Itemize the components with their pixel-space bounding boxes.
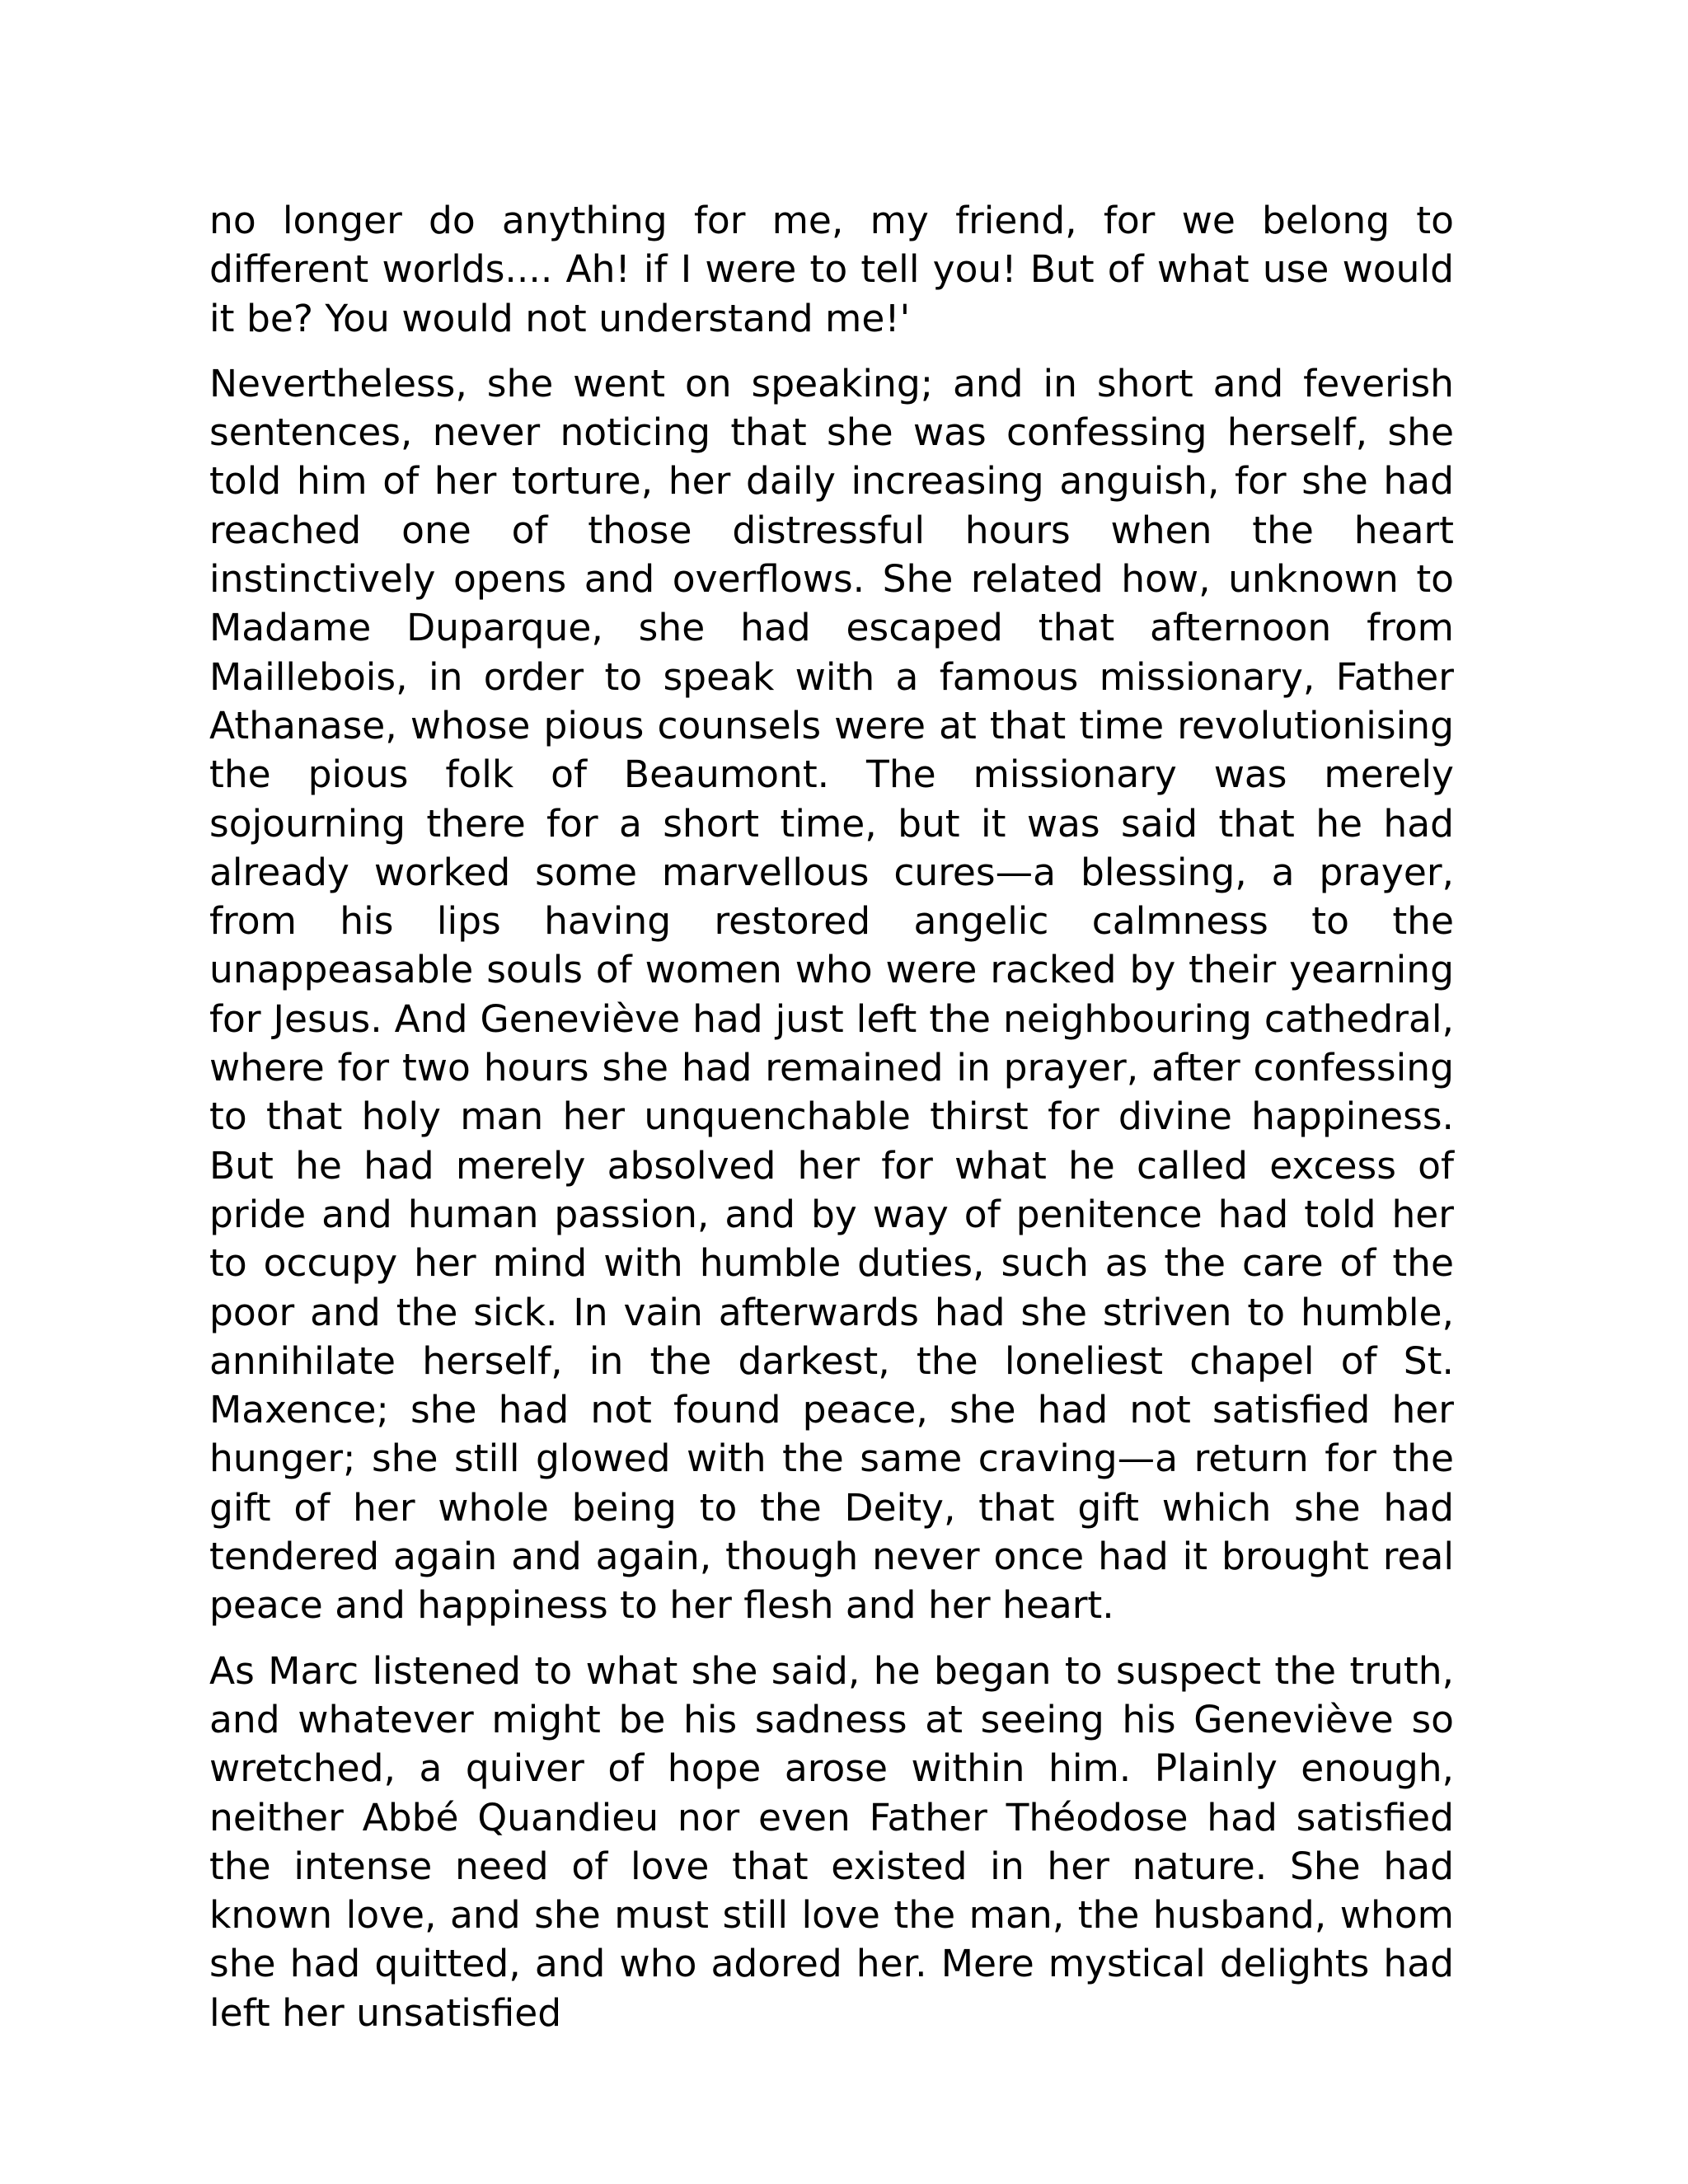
paragraph-2: Nevertheless, she went on speaking; and in short and feverish sentences, never noticing that she was confessing herself, she told him of her torture, her daily increasing anguish, for she had reached one of those distressful hours when the heart instinctively opens and overflows. She related how, unknown to Madame Duparque, she had escaped that afternoon from Maillebois, in order to speak with a famous missionary, Father Athanase, whose pious counsels were at that time revolutionising the pious folk of Beaumont. The missionary was merely sojourning there for a short time, but it was said that he had already worked some marvellous cures—a blessing, a prayer, from his lips having restored angelic calmness to the unappeasable souls of women who were racked by their yearning for Jesus. And Geneviève had just left the neighbouring cathedral, where for two hours she had remained in prayer, after confessing to that holy man her unquenchable thirst for divine happiness. But he had merely absolved her for what he called excess of pride and human passion, and by way of penitence had told her to occupy her mind with humble duties, such as the care of the poor and the sick. In vain afterwards had she striven to humble, annihilate herself, in the darkest, the loneliest chapel of St. Maxence; she had not found peace, she had not satisfied her hunger; she still glowed with the same craving—a return for the gift of her whole being to the Deity, that gift which she had tendered again and again, though never once had it brought real peace and happiness to her flesh and her heart. bbox=[209, 361, 1454, 1628]
paragraph-1: no longer do anything for me, my friend, for we belong to different worlds.... Ah! if I were to tell you! But of what use would it be? You would not understand me!' bbox=[209, 199, 1454, 340]
page-text-body bbox=[209, 196, 1454, 2054]
paragraph-3: As Marc listened to what she said, he began to suspect the truth, and whatever might be his sadness at seeing his Geneviève so wretched, a quiver of hope arose within him. Plainly enough, neither Abbé Quandieu nor even Father Théodose had satisfied the intense need of love that existed in her nature. She had known love, and she must still love the man, the husband, whom she had quitted, and who adored her. Mere mystical delights had left her unsatisfied bbox=[209, 1648, 1454, 2035]
